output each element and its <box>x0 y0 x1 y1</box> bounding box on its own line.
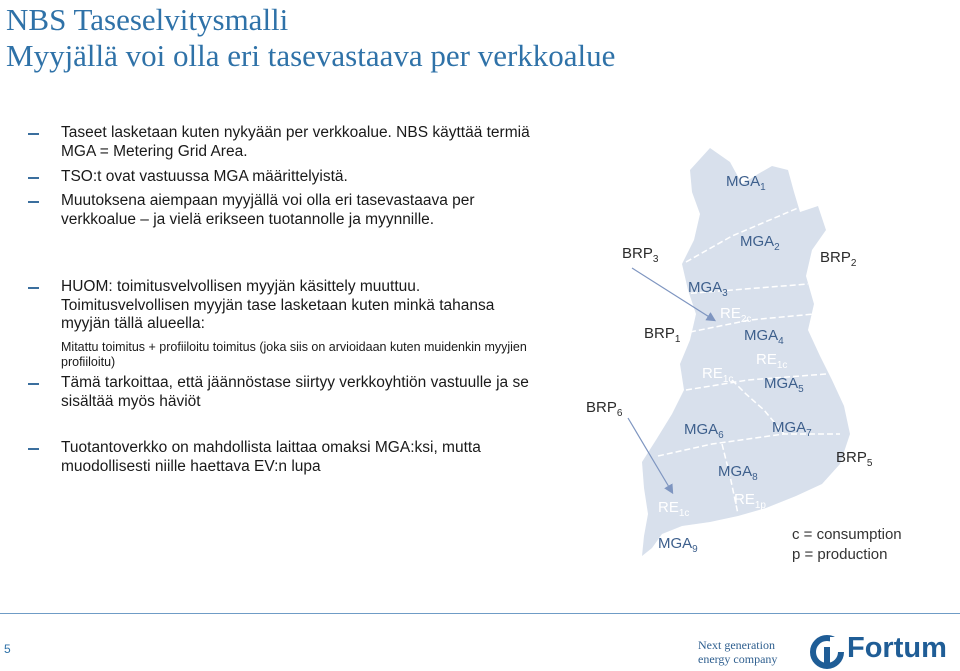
bullet-item <box>28 278 538 376</box>
map-label-re-1p: $RE_{1p}$ <box>734 491 766 511</box>
map-label-brp-2: $BRP_2$ <box>820 249 857 269</box>
bullet-text: Tuotantoverkko on mahdollista laittaa omaksi MGA:ksi, mutta muodollisesti niille haettava EV:n lupa <box>61 439 481 475</box>
footer-divider <box>0 613 960 614</box>
map-label-re-1c: $RE_{1c}$ <box>658 499 690 519</box>
map-label-mga-4: $MGA_4$ <box>744 327 784 347</box>
bullet-item <box>28 439 538 476</box>
bullet-text: Muutoksena aiempaan myyjällä voi olla eri tasevastaava per verkkoalue – ja vielä erikseen tuotannolle ja myynnille. <box>61 192 475 228</box>
legend-consumption: c = consumption <box>792 526 902 543</box>
title-line-2: Myyjällä voi olla eri tasevastaava per verkkoalue <box>6 38 616 73</box>
map-label-brp-1: $BRP_1$ <box>644 325 681 345</box>
title-line-1: NBS Taseselvitysmalli <box>6 2 289 37</box>
map-label-mga-7: $MGA_7$ <box>772 419 812 439</box>
map-label-mga-2: $MGA_2$ <box>740 233 780 253</box>
map-label-re-2c: $RE_{2c}$ <box>720 305 752 325</box>
map-legend <box>792 525 902 565</box>
dash-icon <box>28 383 39 385</box>
bullet-item <box>28 374 538 411</box>
bullet-text: TSO:t ovat vastuussa MGA määrittelyistä. <box>61 168 348 185</box>
fortum-logo-text: Fortum <box>847 632 947 664</box>
tagline-line-2: energy company <box>698 652 778 666</box>
dash-icon <box>28 133 39 135</box>
map-label-re-1c: $RE_{1c}$ <box>702 365 734 385</box>
company-tagline <box>698 638 777 666</box>
finland-grid-map <box>582 144 912 564</box>
bullet-item <box>28 168 538 187</box>
map-label-brp-5: $BRP_5$ <box>836 449 873 469</box>
dash-icon <box>28 287 39 289</box>
legend-production: p = production <box>792 546 888 563</box>
tagline-line-1: Next generation <box>698 638 775 652</box>
map-label-mga-5: $MGA_5$ <box>764 375 804 395</box>
bullet-text: Taseet lasketaan kuten nykyään per verkkoalue. NBS käyttää termiä MGA = Metering Grid Area. <box>61 124 530 160</box>
bullet-subtext: Mitattu toimitus + profiiloitu toimitus (joka siis on arvioidaan kuten muidenkin myyjien profiiloitu) <box>61 339 527 369</box>
dash-icon <box>28 201 39 203</box>
map-label-brp-6: $BRP_6$ <box>586 399 623 419</box>
bullet-text: HUOM: toimitusvelvollisen myyjän käsittely muuttuu. Toimitusvelvollisen myyjän tase lasketaan kuten minkä tahansa myyjän tällä alueella: <box>61 278 495 332</box>
map-label-mga-9: $MGA_9$ <box>658 535 698 555</box>
map-label-brp-3: $BRP_3$ <box>622 245 659 265</box>
map-label-mga-8: $MGA_8$ <box>718 463 758 483</box>
bullet-text: Tämä tarkoittaa, että jäännöstase siirtyy verkkoyhtiön vastuulle ja se sisältää myös häviöt <box>61 374 529 410</box>
slide-title <box>6 2 615 74</box>
bullet-item <box>28 124 538 161</box>
bullet-item <box>28 192 538 229</box>
fortum-logo-icon <box>810 635 844 669</box>
map-label-re-1c: $RE_{1c}$ <box>756 351 788 371</box>
map-label-mga-6: $MGA_6$ <box>684 421 724 441</box>
page-number: 5 <box>4 642 11 656</box>
dash-icon <box>28 177 39 179</box>
map-label-mga-3: $MGA_3$ <box>688 279 728 299</box>
dash-icon <box>28 448 39 450</box>
map-label-mga-1: $MGA_1$ <box>726 173 766 193</box>
